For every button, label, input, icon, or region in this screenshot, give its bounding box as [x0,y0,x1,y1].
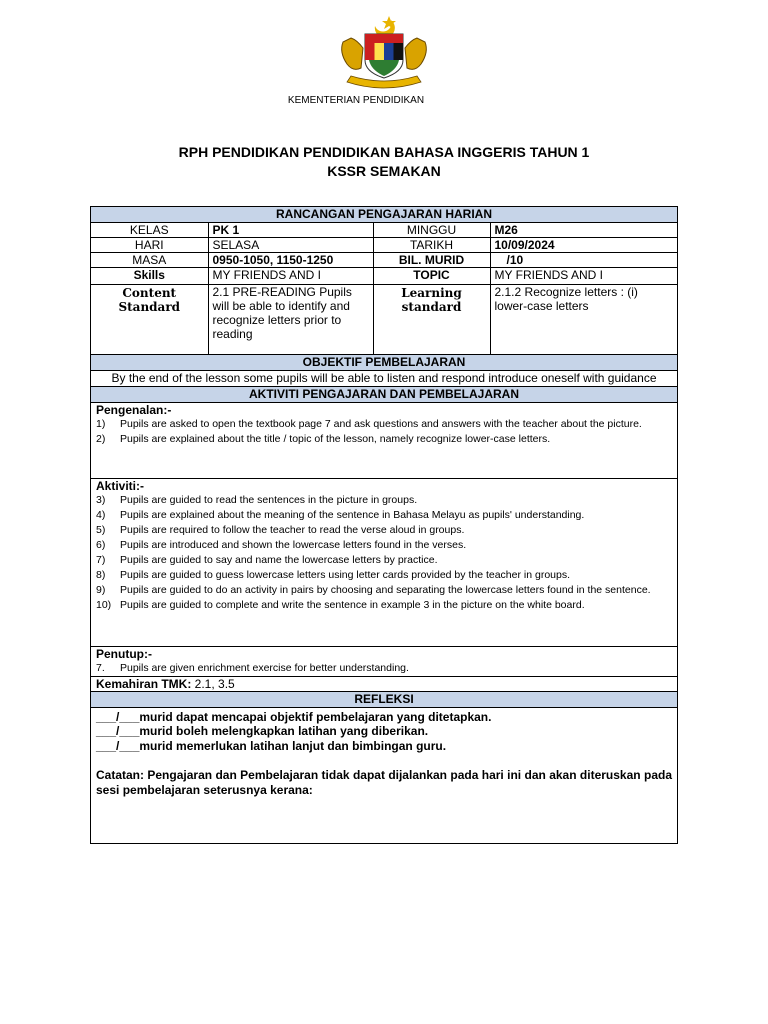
objective-heading: OBJEKTIF PEMBELAJARAN [91,355,677,371]
objective-text: By the end of the lesson some pupils will be able to listen and respond introduce oneself with guidance [111,370,657,385]
document-title: RPH PENDIDIKAN PENDIDIKAN BAHASA INGGERIS TAHUN 1 [178,144,590,160]
coat-of-arms [0,12,768,97]
list-item-text: Pupils are explained about the meaning of the sentence in Bahasa Melayu as pupils' understanding. [120,508,585,521]
reflection-note: Catatan: Pengajaran dan Pembelajaran tidak dapat dijalankan pada hari ini dan akan diteruskan pada sesi pembelajaran seterusnya kerana: [96,768,672,797]
closing-section [91,647,677,676]
closing-list [96,661,672,676]
topic-label: TOPIC [373,267,490,284]
intro-list [96,417,672,447]
list-item-number: 9) [96,583,106,596]
intro-section [91,403,677,479]
list-item-number: 6) [96,538,106,551]
activity-section [91,479,677,647]
lesson-plan-sheet [90,206,678,844]
topic-value: MY FRIENDS AND I [490,267,677,284]
masa-value: 0950-1050, 1150-1250 [208,252,373,267]
list-item [96,598,672,613]
reflection-line: ___/___murid dapat mencapai objektif pembelajaran yang ditetapkan. [96,709,492,724]
list-item [96,508,672,523]
hari-label: HARI [91,237,208,252]
learning-standard-value: 2.1.2 Recognize letters : (i) lower-case letters [490,284,677,354]
learning-standard-label [373,284,490,354]
activity-list [96,493,672,613]
closing-title: Penutup:- [96,646,152,661]
masa-label: MASA [91,252,208,267]
reflection-line: ___/___murid memerlukan latihan lanjut dan bimbingan guru. [96,738,447,753]
document-subtitle: KSSR SEMAKAN [327,163,441,179]
list-item-number: 4) [96,508,106,521]
tmk-value: 2.1, 3.5 [191,676,235,691]
hari-value: SELASA [208,237,373,252]
list-item-text: Pupils are given enrichment exercise for better understanding. [120,661,409,674]
list-item-number: 2) [96,432,106,445]
minggu-label: MINGGU [373,222,490,237]
list-item [96,583,672,598]
list-item-number: 8) [96,568,106,581]
list-item [96,523,672,538]
kelas-label: KELAS [91,222,208,237]
list-item-text: Pupils are guided to read the sentences in the picture in groups. [120,493,418,506]
coat-of-arms-icon [329,12,439,92]
intro-title: Pengenalan:- [96,402,172,417]
activities-heading: AKTIVITI PENGAJARAN DAN PEMBELAJARAN [91,386,677,403]
list-item-text: Pupils are explained about the title / topic of the lesson, namely recognize lower-case letters. [120,432,551,445]
list-item [96,417,672,432]
list-item-number: 7. [96,661,105,674]
murid-value: /10 [490,252,677,267]
list-item [96,432,672,447]
list-item [96,493,672,508]
list-item-text: Pupils are asked to open the textbook page 7 and ask questions and answers with the teacher about the picture. [120,417,642,430]
list-item-text: Pupils are required to follow the teacher to read the verse aloud in groups. [120,523,465,536]
list-item-text: Pupils are guided to guess lowercase letters using letter cards provided by the teacher in groups. [120,568,571,581]
minggu-value: M26 [490,222,677,237]
reflection-line: ___/___murid boleh melengkapkan latihan yang diberikan. [96,724,429,738]
skills-value: MY FRIENDS AND I [208,267,373,284]
list-item [96,538,672,553]
content-standard-label-line1: Content [122,285,177,300]
content-standard-value: 2.1 PRE-READING Pupils will be able to identify and recognize letters prior to reading [208,284,373,354]
learning-standard-label-line1: Learning [401,285,462,300]
list-item-text: Pupils are guided to complete and write the sentence in example 3 in the picture on the white board. [120,598,585,611]
activity-title: Aktiviti:- [96,478,144,493]
tmk-row [91,676,677,691]
skills-label: Skills [91,267,208,284]
list-item [96,568,672,583]
content-standard-label [91,284,208,354]
list-item [96,553,672,568]
list-item-number: 10) [96,598,112,611]
learning-standard-label-line2: standard [401,299,462,314]
plan-heading: RANCANGAN PENGAJARAN HARIAN [91,207,677,222]
reflection-heading: REFLEKSI [91,691,677,708]
murid-label: BIL. MURID [373,252,490,267]
tarikh-label: TARIKH [373,237,490,252]
content-standard-label-line2: Standard [118,299,181,314]
list-item-text: Pupils are introduced and shown the lowercase letters found in the verses. [120,538,467,551]
lesson-info-table [91,207,677,355]
tmk-label: Kemahiran TMK: [96,676,192,691]
list-item-number: 5) [96,523,106,536]
ministry-name: KEMENTERIAN PENDIDIKAN [287,95,425,106]
list-item-number: 1) [96,417,106,430]
tarikh-value: 10/09/2024 [490,237,677,252]
list-item [96,661,672,676]
kelas-value: PK 1 [208,222,373,237]
reflection-section [91,708,677,800]
list-item-text: Pupils are guided to say and name the lowercase letters by practice. [120,553,438,566]
list-item-text: Pupils are guided to do an activity in pairs by choosing and separating the lowercase letters found in the sentence. [120,583,651,596]
list-item-number: 7) [96,553,106,566]
list-item-number: 3) [96,493,106,506]
